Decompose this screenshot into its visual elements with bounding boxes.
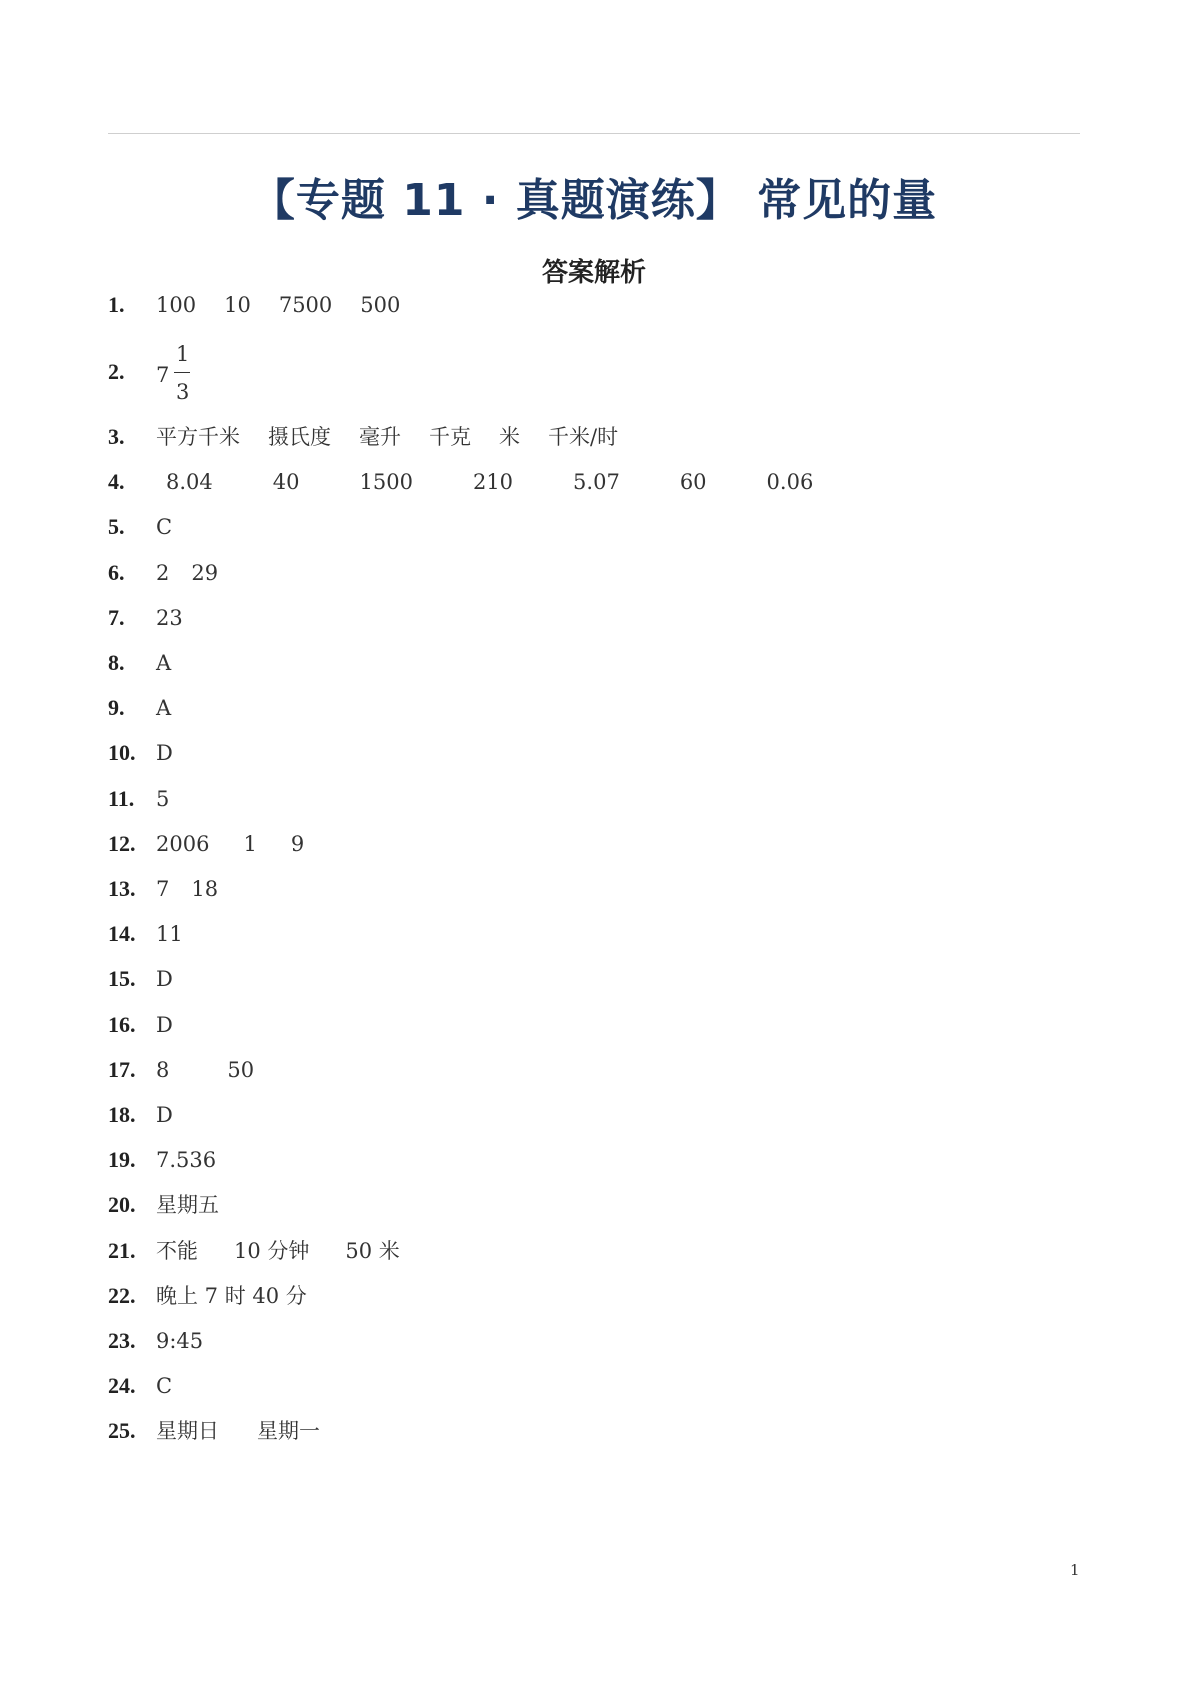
answer-number: 16. — [108, 1011, 136, 1037]
answer-content — [156, 337, 216, 407]
answer-value: 210 — [472, 470, 514, 495]
answer-number: 24. — [108, 1373, 136, 1399]
answer-value: A — [156, 696, 172, 721]
fraction-whole: 7 — [156, 363, 170, 387]
answer-value: 千克 — [429, 425, 471, 449]
answer-value: 晚上 7 时 40 分 — [156, 1283, 307, 1308]
answer-value: 40 — [272, 470, 300, 495]
answer-content — [156, 646, 193, 680]
answer-content — [156, 1053, 312, 1087]
answer-number: 6. — [108, 559, 125, 585]
answer-content — [156, 1143, 238, 1177]
answer-value: 不能 — [156, 1238, 198, 1263]
answer-value: 8 — [156, 1057, 170, 1082]
answer-content — [156, 782, 191, 816]
answer-number: 5. — [108, 514, 125, 540]
answer-value: 100 — [156, 293, 197, 317]
fraction-denominator: 3 — [176, 380, 190, 404]
answer-content — [156, 827, 338, 861]
answer-number: 9. — [108, 695, 125, 721]
answer-content — [156, 691, 193, 725]
mixed-fraction — [156, 337, 196, 407]
answer-value: 星期日 — [156, 1419, 219, 1444]
answer-content — [156, 1324, 225, 1358]
answer-value: 5.07 — [573, 470, 620, 495]
answer-number: 4. — [108, 469, 125, 495]
answer-value: 500 — [360, 293, 401, 317]
answer-value: C — [156, 515, 173, 540]
answer-number: 22. — [108, 1282, 136, 1308]
answer-value: D — [156, 967, 173, 992]
answer-value: 8.04 — [166, 470, 213, 495]
answer-number: 13. — [108, 876, 136, 901]
header-rule — [108, 133, 1080, 134]
answer-content — [156, 962, 195, 996]
answer-value: 23 — [156, 605, 183, 630]
answer-number: 17. — [108, 1056, 136, 1082]
answer-value: 毫升 — [359, 425, 401, 449]
answer-value: 60 — [679, 470, 707, 495]
answer-content — [156, 1414, 358, 1448]
answer-number: 11. — [108, 785, 135, 811]
answer-content — [156, 1098, 195, 1132]
answer-number: 25. — [108, 1418, 136, 1444]
answer-value: D — [156, 1103, 173, 1127]
answer-number: 3. — [108, 424, 125, 449]
answer-value: 平方千米 — [156, 425, 240, 449]
answer-value: 1500 — [359, 470, 413, 495]
answer-content — [156, 917, 205, 951]
answer-value: 10 — [224, 293, 251, 317]
answer-value: 7500 — [278, 293, 333, 317]
answer-number: 18. — [108, 1102, 136, 1127]
answer-content — [156, 1008, 195, 1042]
answer-value: 5 — [156, 786, 170, 811]
answer-content — [156, 1234, 436, 1268]
answer-number: 19. — [108, 1147, 136, 1173]
answer-value: 2 — [156, 560, 170, 585]
answer-content — [156, 556, 240, 590]
answer-content — [166, 465, 873, 499]
answer-value: 1 — [243, 831, 257, 856]
answer-value: A — [156, 651, 172, 675]
answer-content — [156, 601, 205, 635]
answer-value: D — [156, 1012, 173, 1037]
answer-value: 星期五 — [156, 1193, 219, 1218]
fraction-bar — [174, 372, 190, 373]
answer-value: 米 — [499, 425, 520, 449]
answer-value: 10 分钟 — [234, 1238, 310, 1263]
answer-number: 12. — [108, 830, 136, 856]
answer-number: 14. — [108, 921, 136, 947]
answer-number: 8. — [108, 650, 125, 675]
fraction-numerator: 1 — [176, 342, 190, 366]
answer-number: 2. — [108, 359, 125, 384]
answer-content — [156, 1369, 194, 1403]
answer-content — [156, 1279, 329, 1313]
answer-value: 9 — [290, 831, 305, 856]
answer-value: 9:45 — [156, 1329, 204, 1353]
page-number: 1 — [1070, 1561, 1080, 1579]
answer-value: 11 — [156, 922, 183, 947]
answer-number: 21. — [108, 1237, 136, 1263]
answer-value: 星期一 — [257, 1419, 320, 1444]
answer-value: 18 — [191, 877, 219, 901]
answer-value: 2006 — [156, 831, 210, 856]
answer-value: 0.06 — [766, 470, 814, 495]
answer-content — [156, 288, 428, 322]
answer-value: 29 — [191, 560, 219, 585]
answer-value: 50 米 — [345, 1238, 400, 1263]
page-title: 【专题 11 · 真题演练】 常见的量 — [250, 175, 938, 226]
answer-value: C — [156, 1374, 173, 1399]
answer-number: 20. — [108, 1192, 136, 1218]
answer-number: 10. — [108, 740, 136, 766]
answer-number: 15. — [108, 966, 136, 992]
answer-content — [156, 1188, 241, 1222]
answer-number: 23. — [108, 1328, 136, 1353]
answer-content — [156, 420, 646, 454]
answer-value: 摄氏度 — [268, 425, 331, 449]
page-subtitle: 答案解析 — [541, 258, 646, 288]
answer-content — [156, 872, 240, 906]
answer-value: D — [156, 741, 173, 766]
answer-number: 7. — [108, 604, 125, 630]
answer-value: 千米/时 — [548, 425, 619, 449]
answer-number: 1. — [108, 292, 125, 317]
answer-content — [156, 510, 194, 544]
answer-value: 7 — [156, 877, 170, 901]
answer-value: 7.536 — [156, 1148, 217, 1173]
answer-content — [156, 736, 195, 770]
answer-value: 50 — [227, 1057, 255, 1082]
